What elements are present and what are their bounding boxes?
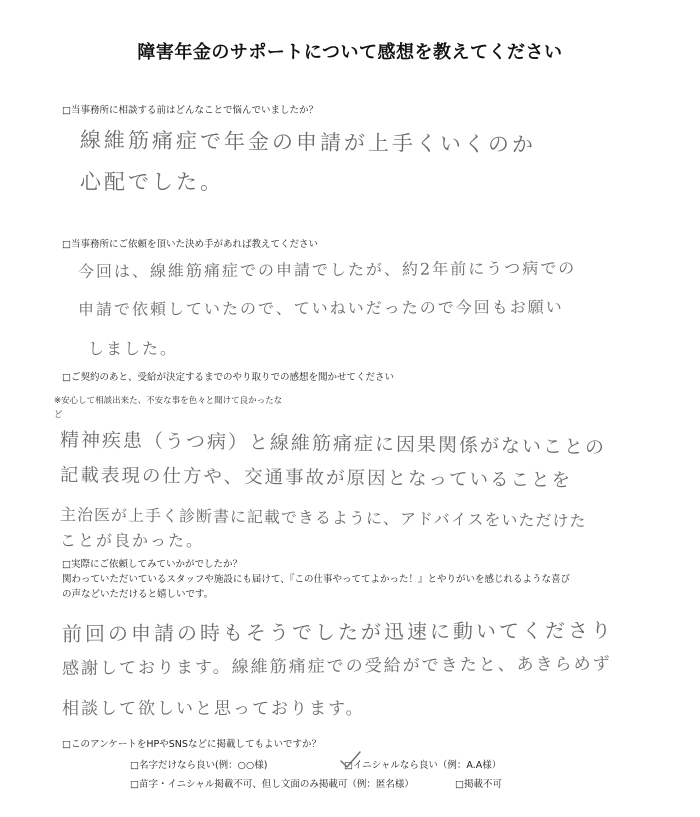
question-4-label: □実際にご依頼してみていかがでしたか？ xyxy=(62,559,242,570)
answer-3-line-2: 記載表現の仕方や、交通事故が原因となっていることを xyxy=(59,465,573,492)
answer-2-line-2: 申請で依頼していたので、ていねいだったので今回もお願い xyxy=(77,297,564,319)
question-3-note-line-1: ※安心して相談出来た、不安な事を色々と聞けて良かったな xyxy=(54,396,283,406)
answer-4-line-2: 感謝しております。線維筋痛症での受給ができたと、あきらめず xyxy=(61,654,612,679)
answer-1-line-2: 心配でした。 xyxy=(80,170,224,194)
answer-1-line-1: 線維筋痛症で年金の申請が上手くいくのか xyxy=(79,128,537,157)
question-4-note-line-2: の声などいただけると嬉しいです。 xyxy=(62,589,214,600)
answer-4-line-1: 前回の申請の時もそうでしたが迅速に動いてくださり xyxy=(61,618,615,646)
answer-3-line-4: ことが良かった。 xyxy=(60,531,205,550)
question-2-label: □当事務所にご依頼を頂いた決め手があれば教えてください xyxy=(62,239,318,250)
answer-2-line-3: しました。 xyxy=(88,339,179,358)
option-anonymous-text-only[interactable]: □苗字・イニシャル掲載不可、但し文面のみ掲載可（例：匿名様） xyxy=(130,779,414,790)
question-4-note-line-1: 関わっていただいているスタッフや施設にも届けて、『この仕事やっててよかった！』とやりがいを感じれるような喜び xyxy=(62,574,570,585)
question-1-label: □当事務所に相談する前はどんなことで悩んでいましたか？ xyxy=(62,105,318,116)
answer-3-line-1: 精神疾患（うつ病）と線維筋痛症に因果関係がないことの xyxy=(59,429,607,459)
answer-3-line-3: 主治医が上手く診断書に記載できるように、アドバイスをいただけた xyxy=(59,505,587,531)
answer-2-line-1: 今回は、線維筋痛症での申請でしたが、約2年前にうつ病での xyxy=(77,258,577,281)
option-surname-only[interactable]: □名字だけなら良い(例：○○様) xyxy=(130,760,268,771)
answer-4-line-3: 相談して欲しいと思っております。 xyxy=(62,699,365,719)
page-title: 障害年金のサポートについて感想を教えてください xyxy=(137,42,563,63)
option-not-allowed[interactable]: □掲載不可 xyxy=(455,779,502,790)
checkmark-icon xyxy=(338,750,362,770)
question-5-label: □このアンケートをHPやSNSなどに掲載してもよいですか？ xyxy=(62,739,321,750)
question-3-label: □ご契約のあと、受給が決定するまでのやり取りでの感想を聞かせてください xyxy=(62,372,394,383)
option-initials-only[interactable]: □イニシャルなら良い（例：A.A様） xyxy=(344,760,502,771)
question-3-note-line-2: ど xyxy=(54,410,63,420)
